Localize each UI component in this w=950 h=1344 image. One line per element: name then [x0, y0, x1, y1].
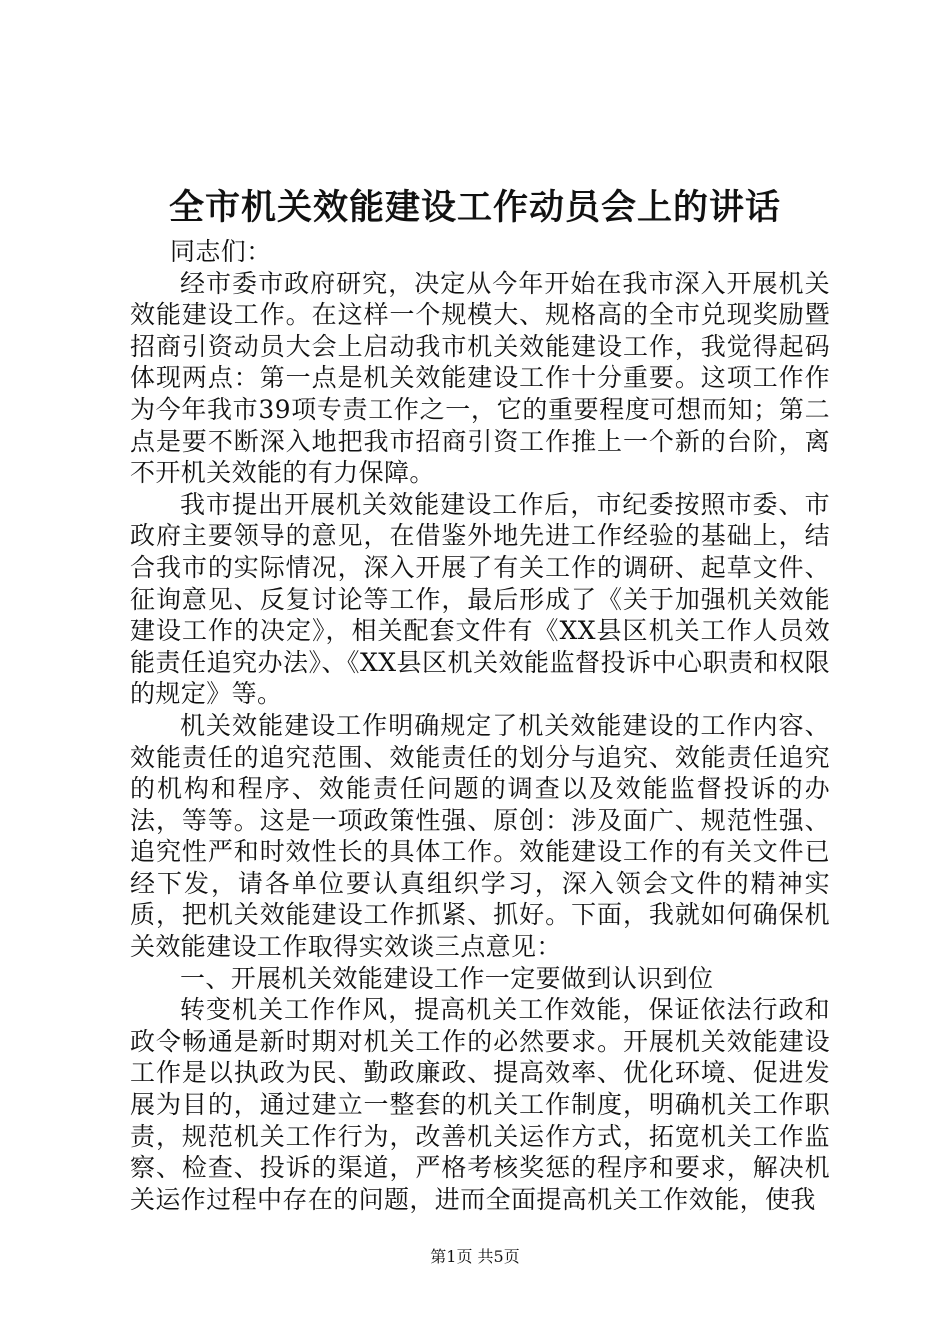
- paragraph-3: 机关效能建设工作明确规定了机关效能建设的工作内容、效能责任的追究范围、效能责任的划分与追究、效能责任追究的机构和程序、效能责任问题的调查以及效能监督投诉的办法，等等。这是一项政策性强、原创：涉及面广、规范性强、追究性严和时效性长的具体工作。效能建设工作的有关文件已经下发，请各单位要认真组织学习，深入领会文件的精神实质，把机关效能建设工作抓紧、抓好。下面，我就如何确保机关效能建设工作取得实效谈三点意见：: [130, 710, 830, 962]
- paragraph-4: 转变机关工作作风，提高机关工作效能，保证依法行政和政令畅通是新时期对机关工作的必然要求。开展机关效能建设工作是以执政为民、勤政廉政、提高效率、优化环境、促进发展为目的，通过建立一整套的机关工作制度，明确机关工作职责，规范机关工作行为，改善机关运作方式，拓宽机关工作监察、检查、投诉的渠道，严格考核奖惩的程序和要求，解决机关运作过程中存在的问题，进而全面提高机关工作效能，使我: [130, 995, 830, 1214]
- paragraph-2: 我市提出开展机关效能建设工作后，市纪委按照市委、市政府主要领导的意见，在借鉴外地先进工作经验的基础上，结合我市的实际情况，深入开展了有关工作的调研、起草文件、征询意见、反复讨论等工作，最后形成了《关于加强机关效能建设工作的决定》，相关配套文件有《XX县区机关工作人员效能责任追究办法》、《XX县区机关效能监督投诉中心职责和权限的规定》等。: [130, 489, 830, 709]
- section-heading-1: 一、开展机关效能建设工作一定要做到认识到位: [180, 963, 714, 993]
- page-footer: 第1页 共5页: [430, 1247, 520, 1266]
- document-body: [130, 236, 830, 1215]
- salutation: 同志们：: [170, 237, 272, 266]
- paragraph-1: 经市委市政府研究，决定从今年开始在我市深入开展机关效能建设工作。在这样一个规模大、规格高的全市兑现奖励暨招商引资动员大会上启动我市机关效能建设工作，我觉得起码体现两点：第一点是机关效能建设工作十分重要。这项工作作为今年我市39项专责工作之一，它的重要程度可想而知；第二点是要不断深入地把我市招商引资工作推上一个新的台阶，离不开机关效能的有力保障。: [130, 268, 830, 488]
- document-title: 全市机关效能建设工作动员会上的讲话: [168, 187, 781, 228]
